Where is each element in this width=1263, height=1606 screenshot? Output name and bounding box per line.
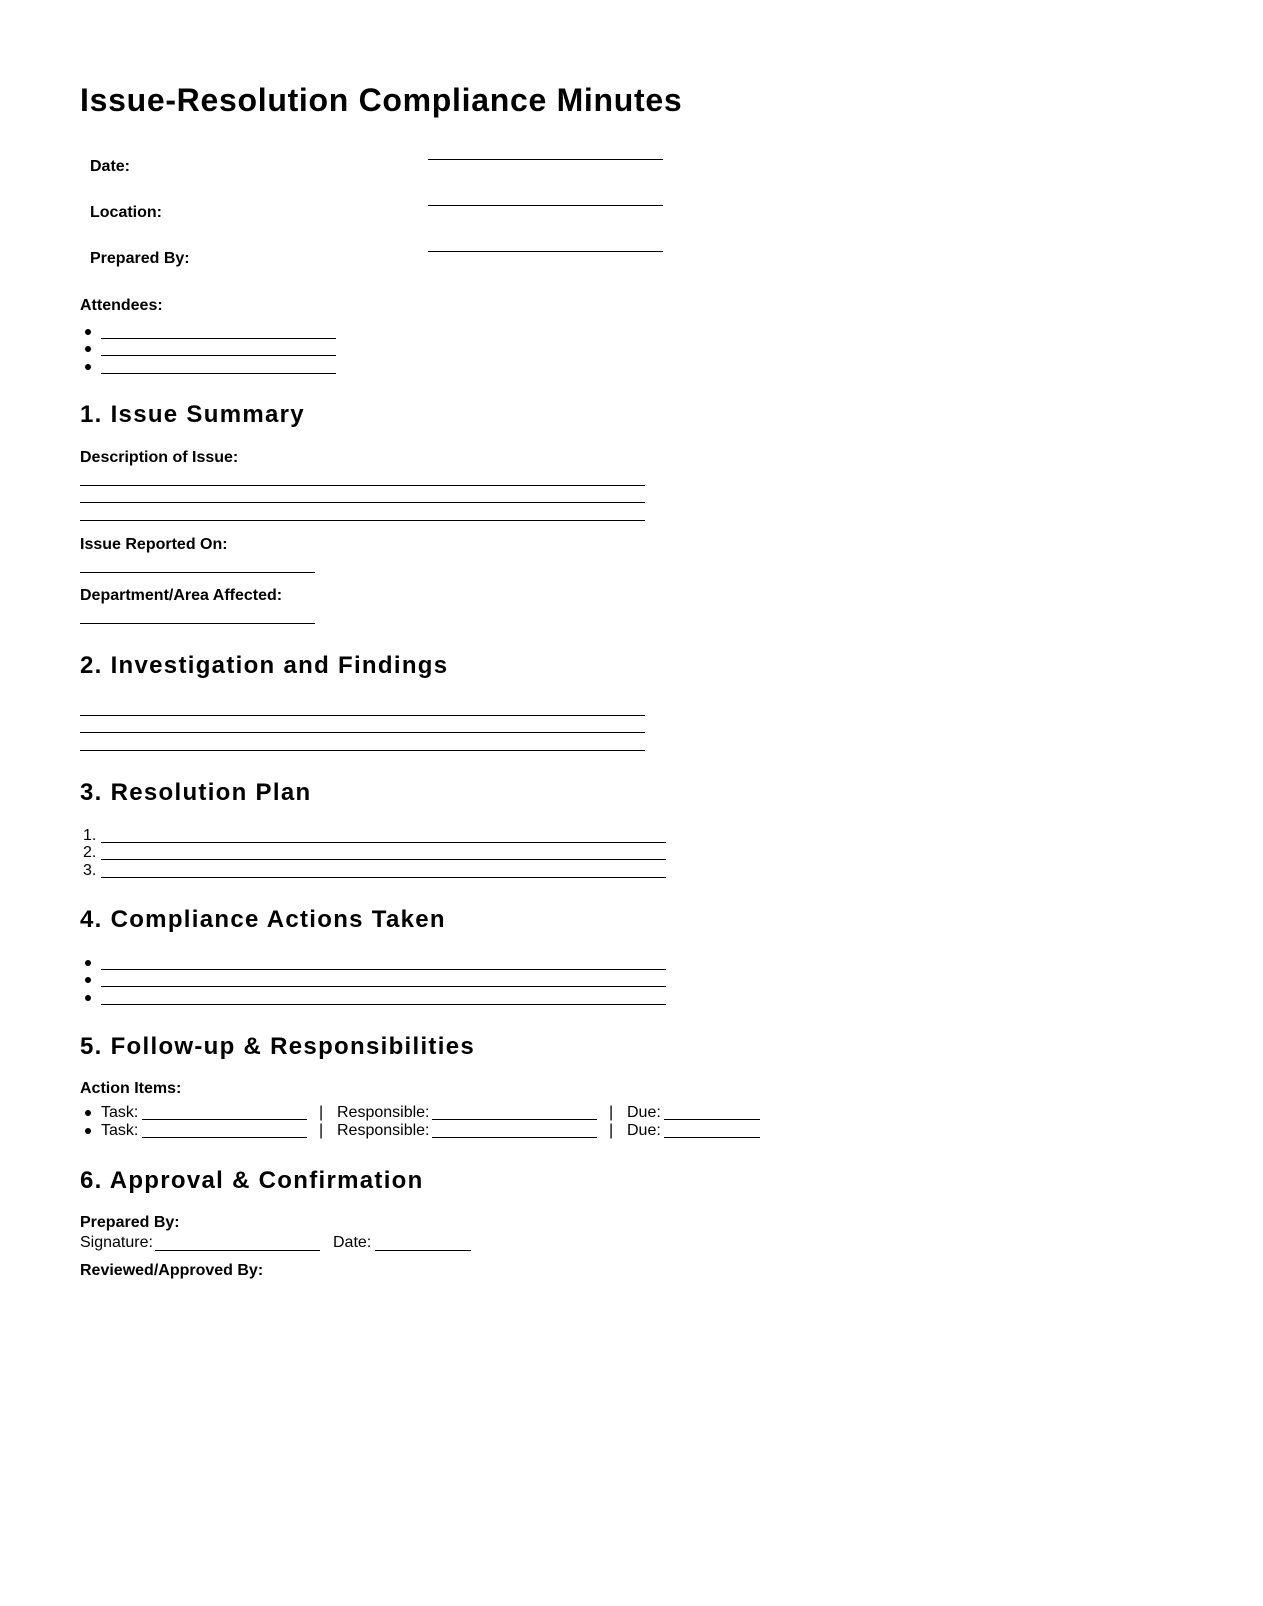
responsible-line[interactable] xyxy=(432,1137,597,1138)
reported-on-label: Issue Reported On: xyxy=(80,536,228,553)
responsible-label: Responsible: xyxy=(337,1104,430,1121)
separator: | xyxy=(609,1122,614,1139)
reported-on-line[interactable] xyxy=(80,572,315,573)
department-line[interactable] xyxy=(80,623,315,624)
approval-prepared-by-label: Prepared By: xyxy=(80,1214,180,1231)
approval-date-line[interactable] xyxy=(375,1250,471,1251)
signature-line[interactable] xyxy=(155,1250,320,1251)
due-label: Due: xyxy=(627,1122,661,1139)
resolution-line[interactable] xyxy=(101,842,666,843)
compliance-actions-heading: 4. Compliance Actions Taken xyxy=(80,906,446,933)
separator: | xyxy=(609,1104,614,1121)
resolution-number: 2. xyxy=(83,844,97,861)
document-page xyxy=(80,80,1180,1305)
action-item-bullet xyxy=(85,1110,91,1116)
investigation-line[interactable] xyxy=(80,750,645,751)
compliance-action-line[interactable] xyxy=(101,969,666,970)
responsible-line[interactable] xyxy=(432,1119,597,1120)
separator: | xyxy=(319,1104,324,1121)
due-line[interactable] xyxy=(664,1119,760,1120)
attendees-label: Attendees: xyxy=(80,297,163,314)
signature-label: Signature: xyxy=(80,1234,153,1251)
due-label: Due: xyxy=(627,1104,661,1121)
resolution-line[interactable] xyxy=(101,859,666,860)
investigation-line[interactable] xyxy=(80,732,645,733)
task-line[interactable] xyxy=(142,1119,307,1120)
attendee-bullet xyxy=(85,329,91,335)
document-title: Issue-Resolution Compliance Minutes xyxy=(80,82,683,118)
investigation-heading: 2. Investigation and Findings xyxy=(80,652,449,679)
due-line[interactable] xyxy=(664,1137,760,1138)
prepared-by-label: Prepared By: xyxy=(90,250,190,267)
compliance-action-line[interactable] xyxy=(101,986,666,987)
follow-up-heading: 5. Follow-up & Responsibilities xyxy=(80,1033,475,1060)
action-bullet xyxy=(85,995,91,1001)
location-label: Location: xyxy=(90,204,162,221)
approval-heading: 6. Approval & Confirmation xyxy=(80,1167,424,1194)
resolution-plan-heading: 3. Resolution Plan xyxy=(80,779,312,806)
prepared-by-field-line[interactable] xyxy=(428,251,663,252)
approval-date-label: Date: xyxy=(333,1234,372,1251)
task-label: Task: xyxy=(101,1122,139,1139)
attendee-bullet xyxy=(85,346,91,352)
date-field-line[interactable] xyxy=(428,159,663,160)
resolution-number: 1. xyxy=(83,827,97,844)
description-line[interactable] xyxy=(80,485,645,486)
responsible-label: Responsible: xyxy=(337,1122,430,1139)
description-line[interactable] xyxy=(80,520,645,521)
location-field-line[interactable] xyxy=(428,205,663,206)
compliance-action-line[interactable] xyxy=(101,1004,666,1005)
attendee-bullet xyxy=(85,364,91,370)
description-line[interactable] xyxy=(80,502,645,503)
date-label: Date: xyxy=(90,158,131,175)
attendee-line[interactable] xyxy=(101,373,336,374)
attendee-line[interactable] xyxy=(101,355,336,356)
issue-summary-heading: 1. Issue Summary xyxy=(80,401,305,428)
investigation-line[interactable] xyxy=(80,715,645,716)
description-label: Description of Issue: xyxy=(80,449,239,466)
department-label: Department/Area Affected: xyxy=(80,587,283,604)
resolution-line[interactable] xyxy=(101,877,666,878)
attendee-line[interactable] xyxy=(101,338,336,339)
action-item-bullet xyxy=(85,1128,91,1134)
resolution-number: 3. xyxy=(83,862,97,879)
reviewed-by-label: Reviewed/Approved By: xyxy=(80,1262,264,1279)
separator: | xyxy=(319,1122,324,1139)
action-bullet xyxy=(85,960,91,966)
task-line[interactable] xyxy=(142,1137,307,1138)
action-items-label: Action Items: xyxy=(80,1080,182,1097)
action-bullet xyxy=(85,977,91,983)
task-label: Task: xyxy=(101,1104,139,1121)
